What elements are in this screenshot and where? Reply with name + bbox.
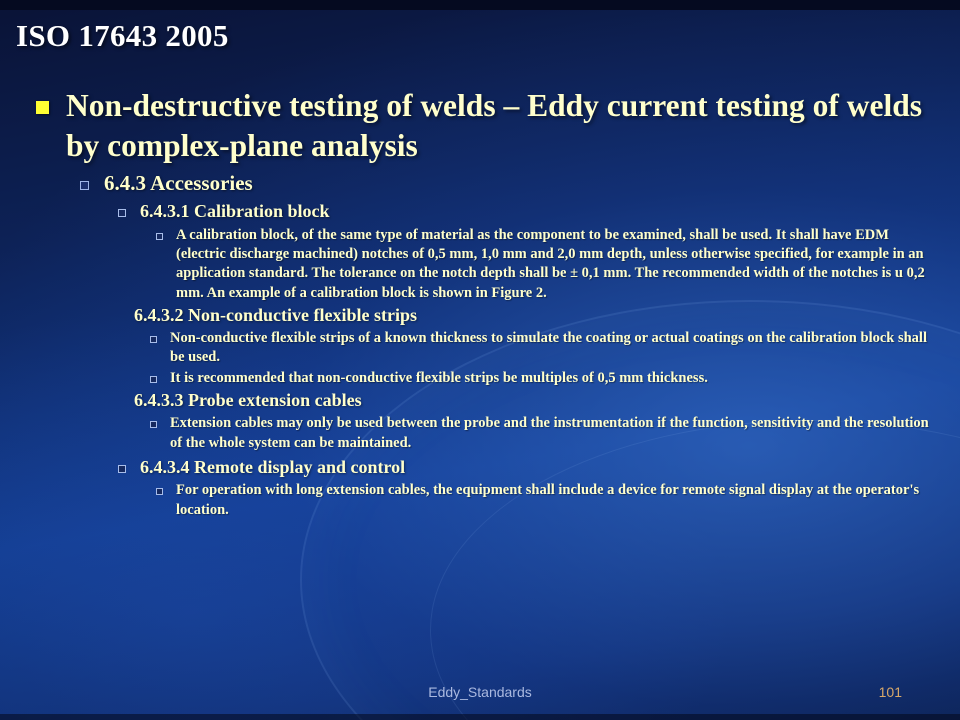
section-item: For operation with long extension cables, the equipment shall include a device for remote signal display at the operator's location. — [176, 482, 920, 518]
outline-level-4 — [140, 481, 940, 520]
footer-label: Eddy_Standards — [428, 684, 532, 700]
square-bullet-icon — [118, 209, 126, 217]
page-number: 101 — [878, 684, 902, 700]
outline-level-2 — [66, 170, 940, 520]
outline-level-1 — [24, 86, 940, 520]
square-bullet-icon — [150, 421, 157, 428]
level1-text: Non-destructive testing of welds – Eddy current testing of welds by complex-plane analysis — [66, 88, 922, 163]
section-heading: 6.4.3.2 Non-conductive flexible strips — [134, 304, 417, 325]
list-item — [134, 329, 940, 368]
section-heading: 6.4.3.3 Probe extension cables — [134, 390, 362, 411]
square-bullet-icon — [150, 376, 157, 383]
level2-text: 6.4.3 Accessories — [104, 171, 253, 195]
slide-body — [24, 86, 940, 522]
outline-level-3-continued — [104, 456, 940, 520]
square-bullet-icon — [156, 233, 163, 240]
slide-footer — [0, 684, 960, 704]
slide-title: ISO 17643 2005 — [16, 18, 229, 53]
list-item — [140, 481, 940, 520]
outline-level-3 — [104, 200, 940, 453]
section-item: A calibration block, of the same type of material as the component to be examined, shall be used. It shall have EDM (electric discharge machined) notches of 0,5 mm, 1,0 mm and 2,0 mm depth, unless otherwise specified, for example in an application standard. The tolerance on the notch depth shall be ± 0,1 mm. The recommended width of the notches is u 0,2 mm. An example of a calibration block is shown in Figure 2. — [176, 226, 925, 301]
list-item — [140, 226, 940, 303]
square-bullet-icon — [36, 101, 49, 114]
list-item — [104, 200, 940, 303]
section-item: Non-conductive flexible strips of a known thickness to simulate the coating or actual coatings on the calibration block shall be used. — [170, 330, 927, 366]
outline-level-4 — [134, 329, 940, 388]
square-bullet-icon — [118, 465, 126, 473]
list-item — [104, 304, 940, 388]
section-heading: 6.4.3.1 Calibration block — [140, 201, 330, 222]
section-item: Extension cables may only be used between the probe and the instrumentation if the function, sensitivity and the resolution of the whole system can be maintained. — [170, 415, 929, 451]
square-bullet-icon — [150, 336, 157, 343]
list-item — [104, 456, 940, 520]
list-item — [134, 369, 940, 388]
list-item — [66, 170, 940, 520]
section-heading: 6.4.3.4 Remote display and control — [140, 457, 406, 477]
square-bullet-icon — [80, 181, 89, 190]
outline-level-4 — [134, 414, 940, 453]
square-bullet-icon — [156, 488, 163, 495]
list-item — [134, 414, 940, 453]
section-item: It is recommended that non-conductive flexible strips be multiples of 0,5 mm thickness. — [170, 369, 708, 386]
list-item — [24, 86, 940, 520]
list-item — [104, 389, 940, 453]
outline-level-4 — [140, 226, 940, 303]
